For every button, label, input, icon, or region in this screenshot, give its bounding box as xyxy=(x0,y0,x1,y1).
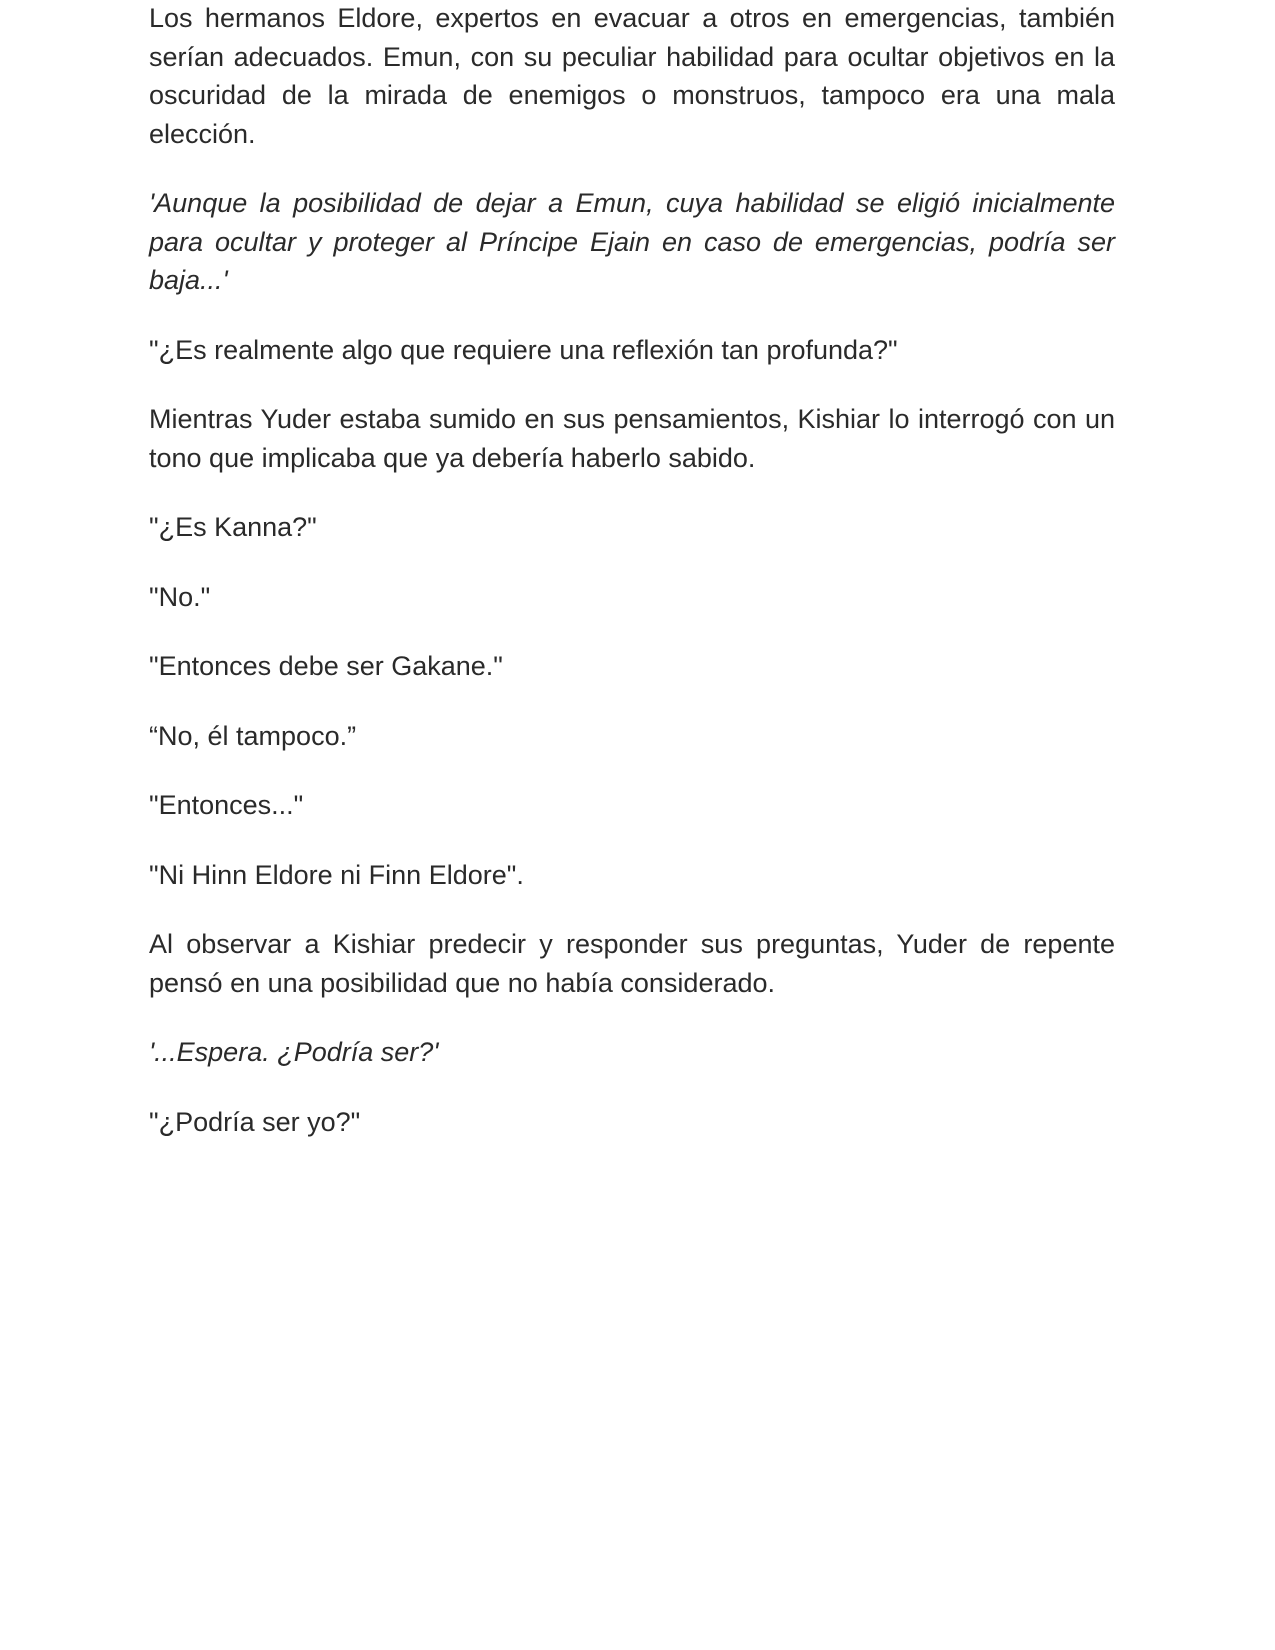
paragraph-13-dialogue: "¿Podría ser yo?" xyxy=(149,1106,361,1137)
paragraph-6-dialogue: "No." xyxy=(149,581,211,612)
paragraph-7-dialogue: "Entonces debe ser Gakane." xyxy=(149,651,503,681)
document-page xyxy=(149,0,1115,1172)
paragraph-8-dialogue: “No, él tampoco.” xyxy=(149,720,357,751)
paragraph-9-dialogue: "Entonces..." xyxy=(149,790,304,820)
paragraph-1: Los hermanos Eldore, expertos en evacuar a otros en emergencias, también serían adecuados. Emun, con su peculiar habilidad para ocultar objetivos en la oscuridad de la mirada de enemigos o monstruos, tampoco era una mala elección. xyxy=(149,3,1115,149)
paragraph-3-dialogue: "¿Es realmente algo que requiere una reflexión tan profunda?" xyxy=(149,334,898,365)
paragraph-2-thought: 'Aunque la posibilidad de dejar a Emun, cuya habilidad se eligió inicialmente para ocultar y proteger al Príncipe Ejain en caso de emergencias, podría ser baja...' xyxy=(149,188,1115,295)
paragraph-11: Al observar a Kishiar predecir y responder sus preguntas, Yuder de repente pensó en una posibilidad que no había considerado. xyxy=(149,929,1115,998)
paragraph-10-dialogue: "Ni Hinn Eldore ni Finn Eldore". xyxy=(149,859,524,890)
paragraph-4: Mientras Yuder estaba sumido en sus pensamientos, Kishiar lo interrogó con un tono que implicaba que ya debería haberlo sabido. xyxy=(149,404,1115,473)
paragraph-5-dialogue: "¿Es Kanna?" xyxy=(149,512,317,542)
paragraph-12-thought: '...Espera. ¿Podría ser?' xyxy=(149,1037,439,1067)
